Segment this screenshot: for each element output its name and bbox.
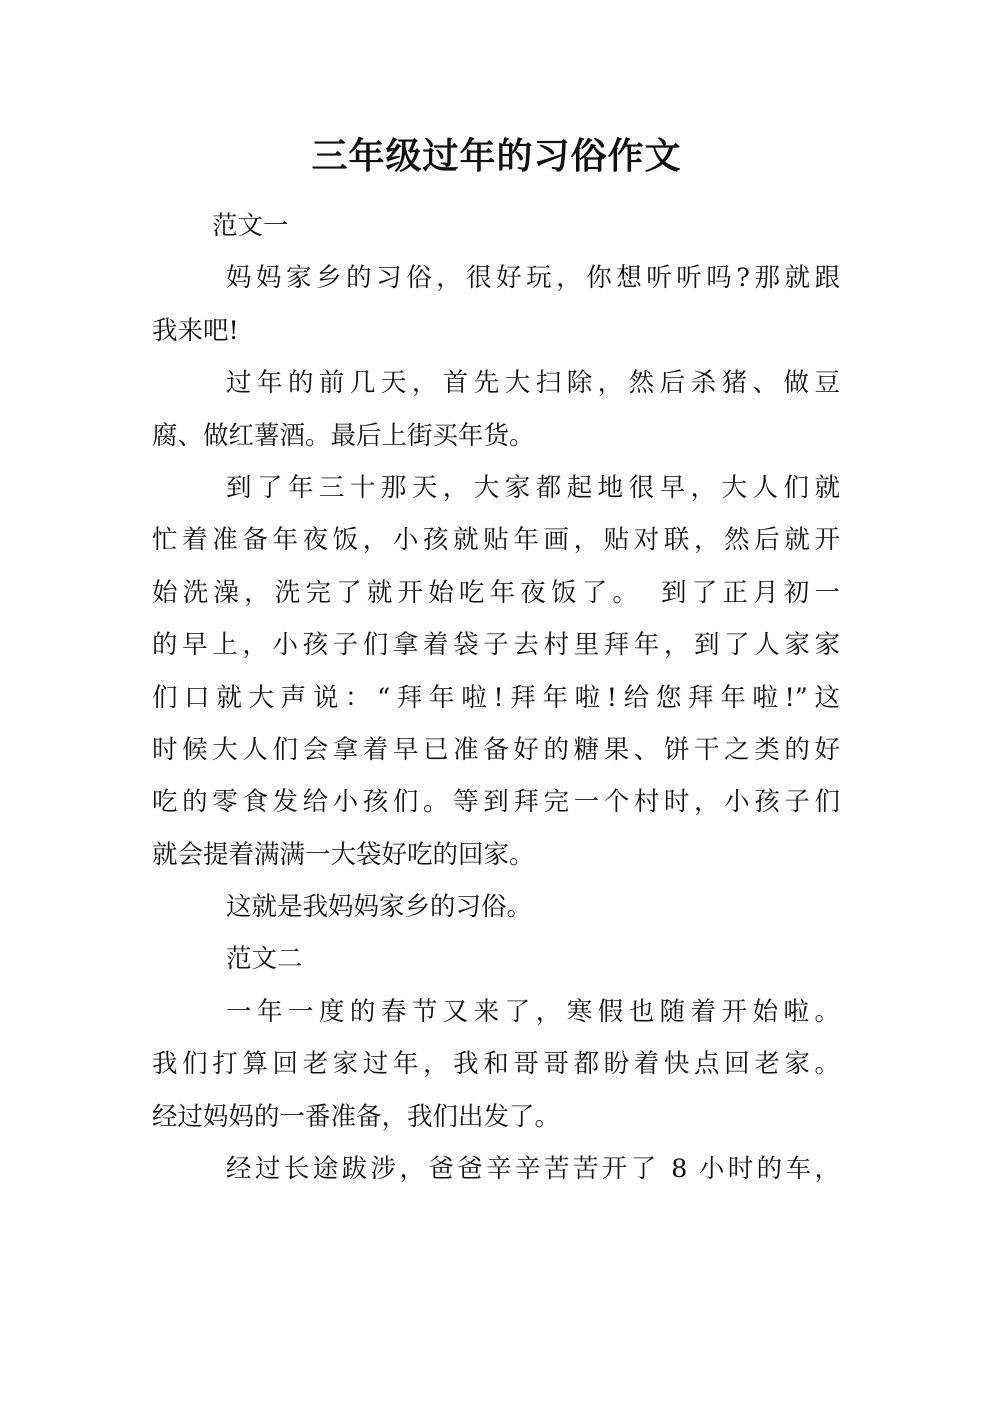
text-line: 腐、做红薯酒。最后上街买年货。	[152, 420, 535, 451]
text-line: 一年一度的春节又来了，寒假也随着开始啦。	[226, 996, 840, 1027]
text-line: 忙着准备年夜饭，小孩就贴年画，贴对联，然后就开	[152, 525, 840, 556]
text-line: 我来吧!	[152, 315, 239, 346]
text-line: 经过妈妈的一番准备，我们出发了。	[152, 1101, 561, 1132]
text-line: 我们打算回老家过年，我和哥哥都盼着快点回老家。	[152, 1049, 840, 1080]
document-body	[152, 200, 840, 1195]
text-line: 们口就大声说：“拜年啦!拜年啦!给您拜年啦!”这	[152, 682, 840, 713]
text-line: 的早上，小孩子们拿着袋子去村里拜年，到了人家家	[152, 630, 840, 661]
text-line: 妈妈家乡的习俗，很好玩，你想听听吗?那就跟	[226, 263, 840, 294]
document-title: 三年级过年的习俗作文	[311, 136, 682, 177]
text-line: 过年的前几天，首先大扫除，然后杀猪、做豆	[226, 368, 840, 399]
text-line: 范文二	[226, 944, 303, 975]
text-line: 这就是我妈妈家乡的习俗。	[226, 892, 533, 923]
text-line: 就会提着满满一大袋好吃的回家。	[152, 839, 535, 870]
text-line: 经过长途跋涉，爸爸辛辛苦苦开了 8 小时的车，	[226, 1154, 840, 1185]
text-line: 到了年三十那天，大家都起地很早，大人们就	[226, 472, 840, 503]
text-line: 范文一	[212, 211, 289, 241]
text-line: 时候大人们会拿着早已准备好的糖果、饼干之类的好	[152, 734, 840, 765]
text-line: 吃的零食发给小孩们。等到拜完一个村时，小孩子们	[152, 787, 840, 818]
text-line: 始洗澡，洗完了就开始吃年夜饭了。 到了正月初一	[152, 577, 840, 608]
